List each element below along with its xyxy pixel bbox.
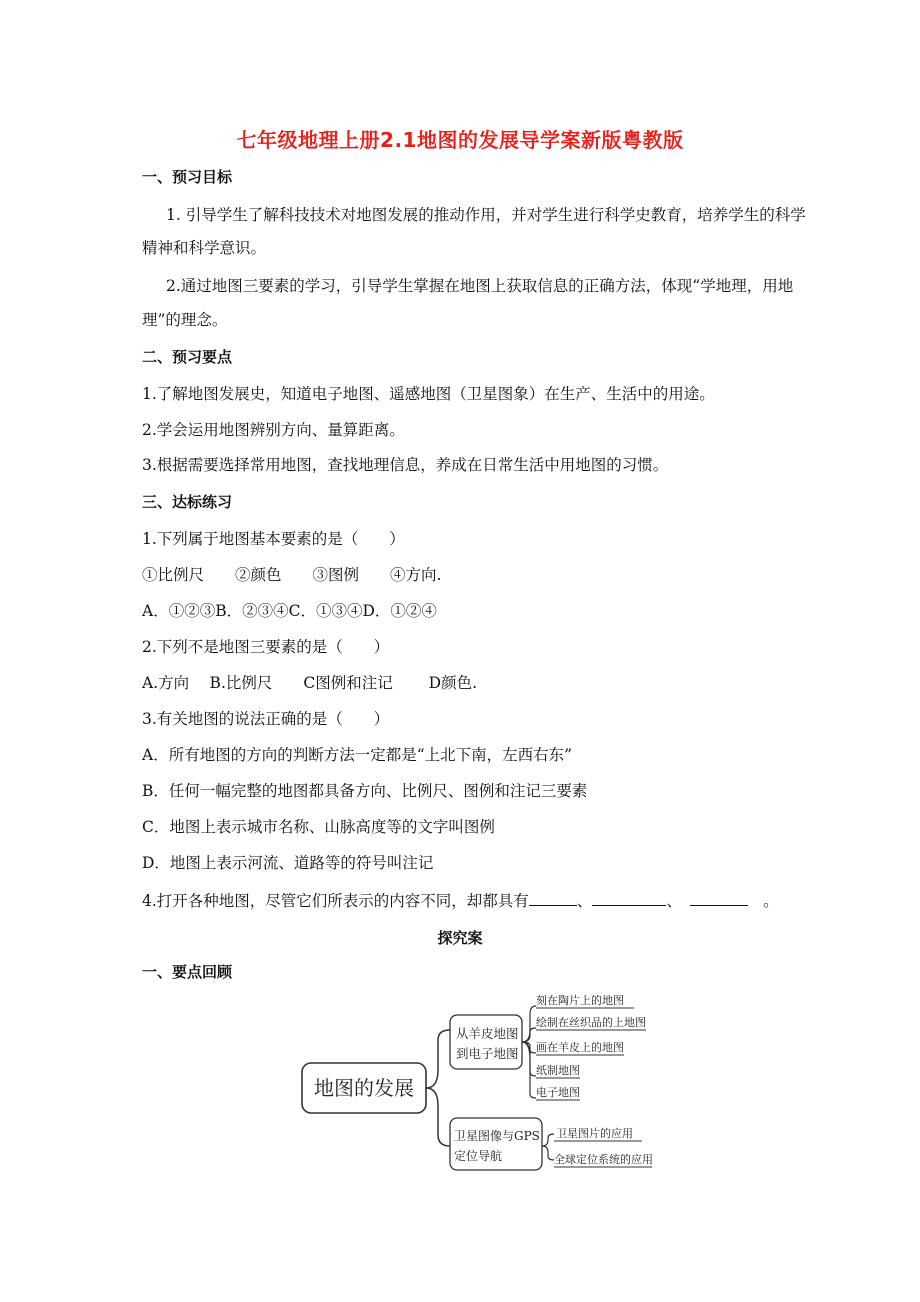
goal-2-line-1: 2.通过地图三要素的学习，引导学生掌握在地图上获取信息的正确方法，体现“学地理，用地 bbox=[166, 277, 794, 295]
map-development-mindmap bbox=[298, 990, 658, 1180]
mindmap-connector-leaf-2-1 bbox=[542, 1134, 554, 1146]
mindmap-root-label: 地图的发展 bbox=[314, 1076, 414, 1100]
mindmap-connector-leaf-1-5 bbox=[522, 1042, 536, 1098]
question-4-end: 。 bbox=[763, 892, 779, 910]
question-4 bbox=[142, 889, 779, 911]
answer-blank-3[interactable] bbox=[690, 889, 748, 906]
section-heading-preview-goals: 一、预习目标 bbox=[142, 168, 233, 186]
answer-blank-2[interactable] bbox=[592, 889, 666, 906]
mindmap-branch-1-line-2: 到电子地图 bbox=[456, 1046, 519, 1061]
answer-blank-1[interactable] bbox=[529, 889, 577, 906]
question-3: 3.有关地图的说法正确的是（ ） bbox=[142, 710, 390, 728]
goal-1-line-1: 1. 引导学生了解科技技术对地图发展的推动作用，并对学生进行科学史教育，培养学生的科学 bbox=[166, 206, 806, 224]
mindmap-connector-branch-1 bbox=[426, 1030, 450, 1088]
question-3-option-c: C．地图上表示城市名称、山脉高度等的文字叫图例 bbox=[142, 818, 495, 836]
point-3: 3.根据需要选择常用地图，查找地理信息，养成在日常生活中用地图的习惯。 bbox=[142, 456, 669, 474]
question-3-option-a: A．所有地图的方向的判断方法一定都是“上北下南，左西右东” bbox=[142, 746, 573, 764]
mindmap-leaf-1-5: 电子地图 bbox=[536, 1086, 580, 1099]
mindmap-connector-leaf-2-2 bbox=[542, 1146, 554, 1160]
mindmap-connector-leaf-1-1 bbox=[522, 1006, 536, 1042]
section-heading-key-points-review: 一、要点回顾 bbox=[142, 963, 233, 981]
question-1-choices: A．①②③B．②③④C．①③④D．①②④ bbox=[142, 602, 437, 620]
question-4-text: 4.打开各种地图，尽管它们所表示的内容不同，却都具有 bbox=[142, 892, 529, 910]
mindmap-branch-2-line-1: 卫星图像与GPS bbox=[454, 1129, 540, 1143]
question-3-option-b: B．任何一幅完整的地图都具备方向、比例尺、图例和注记三要素 bbox=[142, 782, 588, 800]
question-4-separator-2: 、 bbox=[666, 892, 675, 910]
question-2-choices: A.方向 B.比例尺 C图例和注记 D颜色. bbox=[142, 674, 478, 692]
question-3-option-d: D．地图上表示河流、道路等的符号叫注记 bbox=[142, 854, 434, 872]
mindmap-branch-1-line-1: 从羊皮地图 bbox=[456, 1026, 519, 1041]
point-1: 1.了解地图发展史，知道电子地图、遥感地图（卫星图象）在生产、生活中的用途。 bbox=[142, 385, 715, 403]
point-2: 2.学会运用地图辨别方向、量算距离。 bbox=[142, 421, 405, 439]
page-title: 七年级地理上册2.1地图的发展导学案新版粤教版 bbox=[236, 128, 684, 152]
mindmap-connector-leaf-1-4 bbox=[522, 1042, 536, 1076]
goal-1-line-2: 精神和科学意识。 bbox=[142, 239, 267, 257]
section-heading-preview-points: 二、预习要点 bbox=[142, 348, 233, 366]
mindmap-leaf-1-1: 刻在陶片上的地图 bbox=[536, 994, 624, 1007]
mindmap-leaf-1-4: 纸制地图 bbox=[536, 1064, 580, 1077]
goal-2-line-2: 理”的理念。 bbox=[142, 311, 228, 329]
inquiry-heading: 探究案 bbox=[437, 929, 483, 947]
question-2: 2.下列不是地图三要素的是（ ） bbox=[142, 638, 390, 656]
mindmap-connector-branch-2 bbox=[426, 1088, 450, 1146]
question-1-items: ①比例尺 ②颜色 ③图例 ④方向. bbox=[142, 566, 442, 584]
section-heading-exercises: 三、达标练习 bbox=[142, 493, 233, 511]
question-1: 1.下列属于地图基本要素的是（ ） bbox=[142, 530, 405, 548]
question-4-separator-1: 、 bbox=[576, 892, 593, 910]
mindmap-leaf-2-1: 卫星图片的应用 bbox=[556, 1127, 633, 1140]
mindmap-branch-2-line-2: 定位导航 bbox=[454, 1149, 503, 1163]
mindmap-leaf-1-2: 绘制在丝织品的上地图 bbox=[536, 1016, 646, 1029]
mindmap-leaf-2-2: 全球定位系统的应用 bbox=[554, 1153, 653, 1166]
mindmap-leaf-1-3: 画在羊皮上的地图 bbox=[536, 1041, 624, 1054]
